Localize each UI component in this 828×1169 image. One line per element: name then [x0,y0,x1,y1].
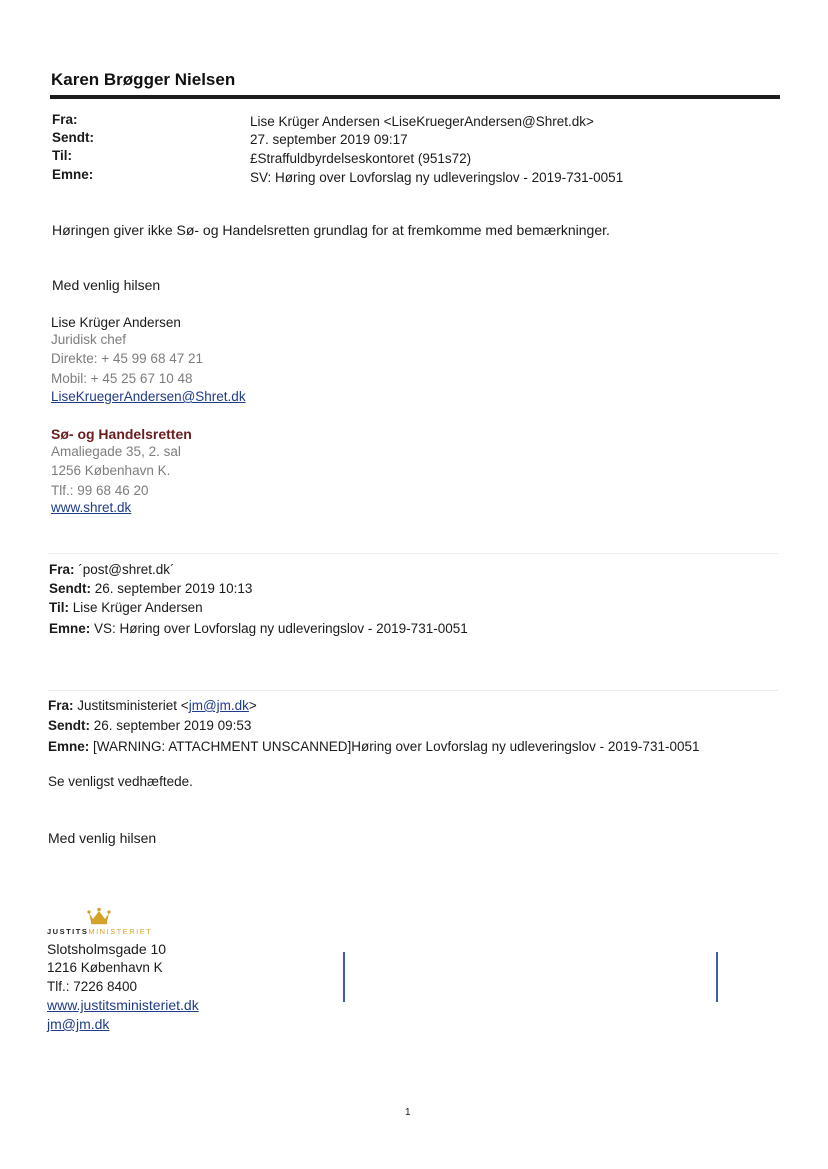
fwd2-message: Se venligst vedhæftede. [48,774,193,789]
fwd2-sent-label: Sendt: [48,718,90,733]
logo-part1: JUSTITS [47,927,89,936]
fwd1-subject-label: Emne: [49,621,91,636]
fwd1-from-value: ´post@shret.dk´ [78,562,175,577]
fwd1-from-label: Fra: [49,562,75,577]
court-name: Sø- og Handelsretten [51,426,192,442]
message-text: Høringen giver ikke Sø- og Handelsretten grundlag for at fremkomme med bemærkninger. [52,222,610,238]
fwd2-greeting: Med venlig hilsen [48,830,157,846]
separator [48,690,778,691]
separator [48,553,778,554]
logo-part2: MINISTERIET [88,927,153,936]
sender-title: Juridisk chef [51,332,127,347]
court-phone: Tlf.: 99 68 46 20 [51,483,149,498]
court-web-link[interactable]: www.shret.dk [51,500,132,515]
page-number: 1 [405,1107,411,1118]
fwd2-from-name: Justitsministeriet < [77,698,189,713]
to-label: Til: [52,148,72,163]
crown-icon [87,905,111,925]
ministry-logo [47,927,152,936]
fwd1-subject-value: VS: Høring over Lovforslag ny udleveringslov - 2019-731-0051 [94,621,468,636]
fwd2-from-close: > [248,698,257,713]
fwd2-from [48,698,257,713]
from-label: Fra: [52,112,78,127]
fwd2-from-email-link[interactable]: jm@jm.dk [188,698,249,713]
fwd2-from-label: Fra: [48,698,74,713]
fwd2-sent [48,718,251,733]
direct-phone: Direkte: + 45 99 68 47 21 [51,351,203,366]
fwd2-sent-value: 26. september 2019 09:53 [93,718,252,733]
subject-value: SV: Høring over Lovforslag ny udleveringslov - 2019-731-0051 [250,170,624,185]
to-value: £Straffuldbyrdelseskontoret (951s72) [250,151,472,166]
subject-label: Emne: [52,167,94,182]
from-value: Lise Krüger Andersen <LiseKruegerAndersen@Shret.dk> [250,114,594,129]
court-address2: 1256 København K. [51,463,171,478]
fwd1-from [49,562,175,577]
sent-value: 27. september 2019 09:17 [250,132,408,147]
court-address1: Amaliegade 35, 2. sal [51,444,181,459]
ministry-address2: 1216 København K [47,960,163,975]
fwd1-to-label: Til: [49,600,69,615]
ministry-address1: Slotsholmsgade 10 [47,941,167,957]
sender-name: Lise Krüger Andersen [51,315,181,330]
fwd2-subject-label: Emne: [48,739,90,754]
header-rule [50,95,780,99]
fwd1-sent-label: Sendt: [49,581,91,596]
fwd2-subject [48,739,699,754]
mailbox-owner: Karen Brøgger Nielsen [51,70,236,89]
ministry-web-link[interactable]: www.justitsministeriet.dk [47,997,199,1013]
greeting: Med venlig hilsen [52,277,161,293]
fwd2-subject-value: [WARNING: ATTACHMENT UNSCANNED]Høring over Lovforslag ny udleveringslov - 2019-731-0051 [93,739,700,754]
fwd1-sent-value: 26. september 2019 10:13 [94,581,253,596]
fwd1-to [49,600,203,615]
mobile-phone: Mobil: + 45 25 67 10 48 [51,371,193,386]
sender-email-link[interactable]: LiseKruegerAndersen@Shret.dk [51,389,246,404]
fwd1-to-value: Lise Krüger Andersen [72,600,203,615]
vertical-mark [716,952,718,1002]
sent-label: Sendt: [52,130,94,145]
fwd1-subject [49,621,468,636]
ministry-email-link[interactable]: jm@jm.dk [47,1016,110,1032]
vertical-mark [343,952,345,1002]
ministry-phone: Tlf.: 7226 8400 [47,979,138,994]
fwd1-sent [49,581,252,596]
